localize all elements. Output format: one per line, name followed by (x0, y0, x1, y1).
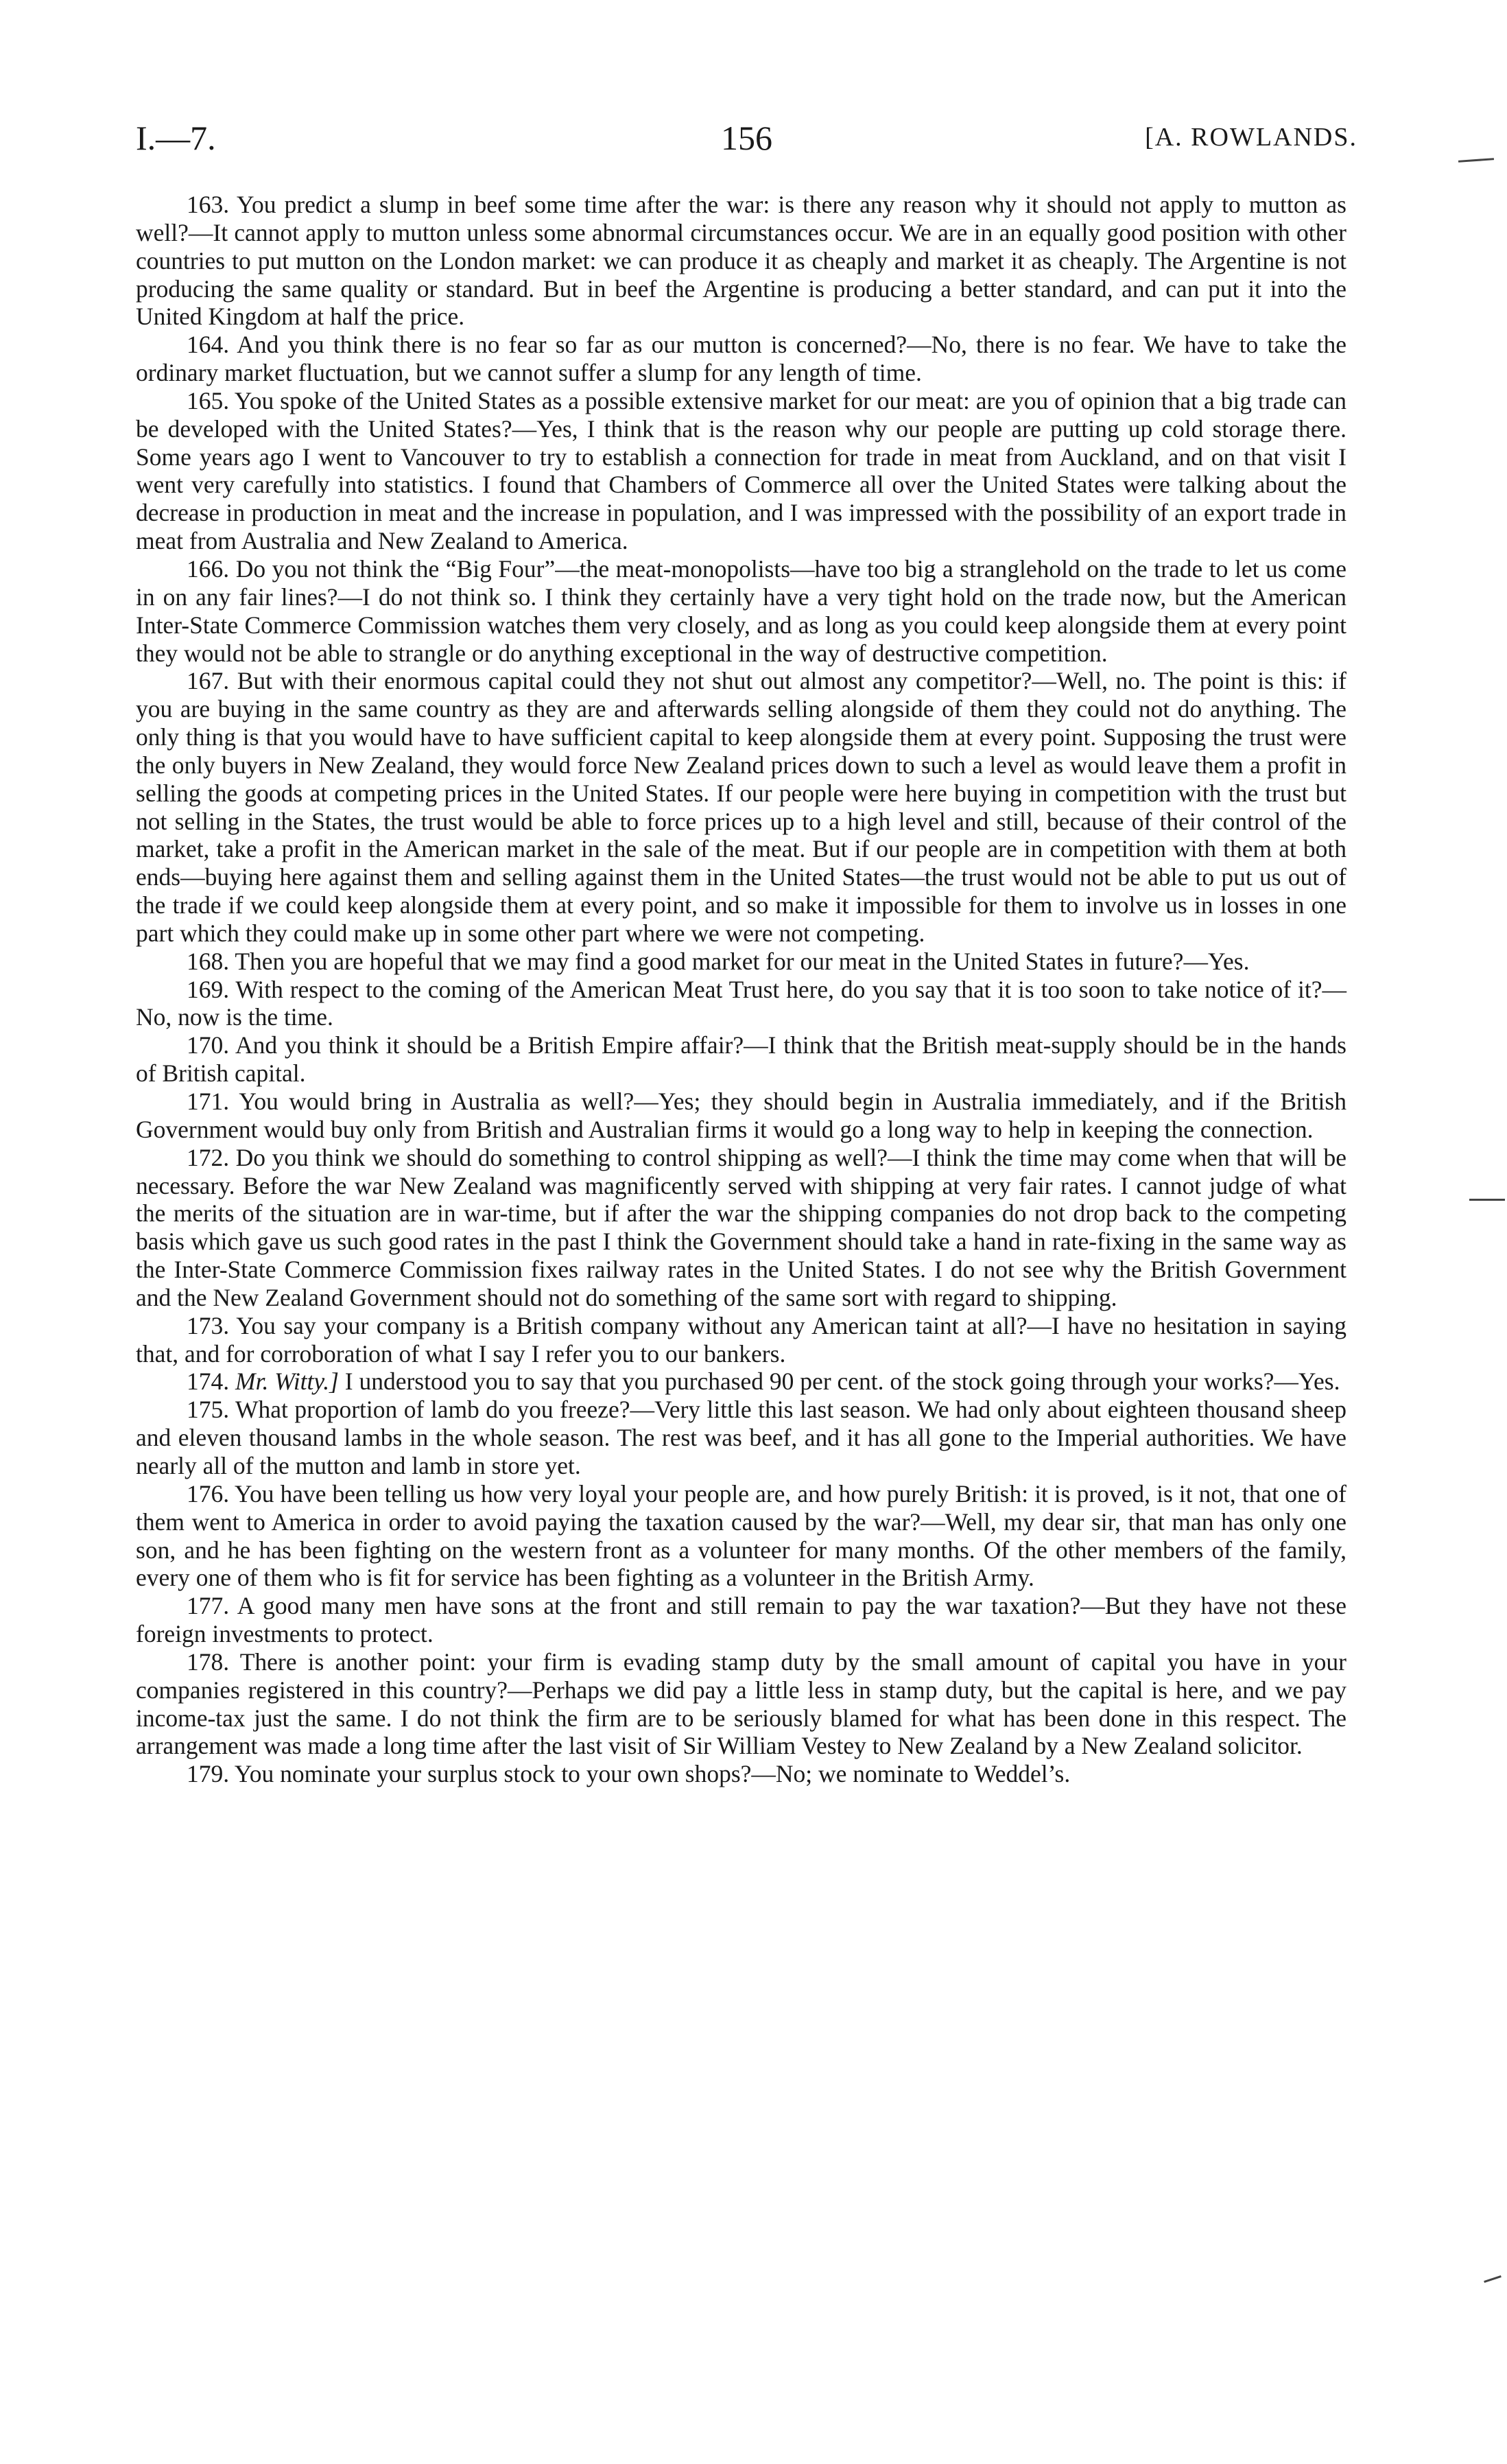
question-number: 179. (187, 1760, 230, 1788)
question-text: You have been telling us how very loyal your people are, and how purely British: it is proved, is it not, that one of them went to America in order to avoid paying the taxation caused by the war?—Well, my dear sir, that man has only one son, and he has been fighting on the western front as a volunteer for many months. Of the other members of the family, every one of them who is fit for service has been fighting as a volunteer in the British Army. (136, 1479, 1347, 1592)
question-text: And you think there is no fear so far as our mutton is concerned?—No, there is no fear. We have to take the ordinary market fluctuation, but we cannot suffer a slump for any length of time. (136, 331, 1346, 387)
question-number: 175. (187, 1396, 230, 1424)
question-number: 165. (187, 386, 230, 414)
question-text: Do you think we should do something to control shipping as well?—I think the time may come when that will be necessary. Before the war New Zealand was magnificently served with shipping at very fair rates. I cannot judge of what the merits of the situation are in war-time, but if after the war the shipping companies do not drop back to the competing basis which gave us such good rates in the past I think the Government should take a hand in rate-fixing in the same way as the Inter-State Commerce Commission fixes railway rates in the United States. I do not see why the British Government and the New Zealand Government should not do something of the same sort with regard to shipping. (136, 1143, 1347, 1311)
question-176 (136, 1480, 1346, 1592)
margin-mark (1458, 158, 1494, 163)
speaker-label: Mr. Witty.] (235, 1368, 339, 1396)
question-text: There is another point: your firm is evading stamp duty by the small amount of capital you have in your companies registered in this country?—Perhaps we did pay a little less in stamp duty, but the capital is here, and we pay income-tax just the same. I do not think the firm are to be seriously blamed for what has been done in this respect. The arrangement was made a long time after the last visit of Sir William Vestey to New Zealand by a New Zealand solicitor. (136, 1647, 1346, 1760)
page-number: 156 (721, 119, 772, 157)
question-number: 168. (187, 947, 230, 975)
question-179 (136, 1760, 1346, 1788)
question-number: 171. (187, 1088, 230, 1115)
question-text: You would bring in Australia as well?—Yes; they should begin in Australia immediately, and if the British Government would buy only from British and Australian firms it would go a long way to help in keeping the connection. (136, 1088, 1346, 1143)
question-number: 172. (187, 1143, 230, 1171)
question-text: You predict a slump in beef some time after the war: is there any reason why it should not apply to mutton as well?—It cannot apply to mutton unless some abnormal circumstances occur. We are in an equally good position with other countries to put mutton on the London market: we can produce it as cheaply and market it as cheaply. The Argentine is not producing the same quality or standard. But in beef the Argentine is producing a better standard, and can put it into the United Kingdom at half the price. (136, 191, 1346, 331)
question-number: 170. (187, 1031, 230, 1059)
question-text: And you think it should be a British Empire affair?—I think that the British meat-supply should be in the hands of British capital. (136, 1031, 1346, 1088)
page-header (136, 118, 1357, 166)
question-173 (136, 1312, 1346, 1368)
question-number: 169. (187, 975, 230, 1003)
question-number: 176. (187, 1479, 230, 1507)
question-163 (136, 191, 1346, 331)
question-number: 164. (187, 331, 230, 359)
margin-mark (1469, 1199, 1505, 1201)
question-number: 173. (187, 1311, 230, 1339)
question-number: 163. (187, 191, 230, 218)
question-165 (136, 387, 1346, 555)
question-177 (136, 1592, 1346, 1648)
question-171 (136, 1088, 1346, 1144)
question-text: Do you not think the “Big Four”—the meat-monopolists—have too big a stranglehold on the trade to let us come in on any fair lines?—I do not think so. I think they certainly have a very tight hold on the trade now, but the American Inter-State Commerce Commission watches them very closely, and as long as you could keep alongside them at every point they would not be able to strangle or do anything exceptional in the way of destructive competition. (136, 554, 1346, 667)
question-number: 178. (187, 1647, 230, 1676)
question-text: I understood you to say that you purchased 90 per cent. of the stock going through your works?—Yes. (344, 1368, 1340, 1396)
question-169 (136, 976, 1346, 1032)
question-168 (136, 948, 1346, 976)
question-number: 177. (187, 1592, 230, 1620)
question-166 (136, 555, 1346, 667)
question-172 (136, 1144, 1346, 1312)
margin-mark (1484, 2275, 1502, 2283)
question-text: You spoke of the United States as a possible extensive market for our meat: are you of opinion that a big trade can be developed with the United States?—Yes, I think that is the reason why our people are putting up cold storage there. Some years ago I went to Vancouver to try to establish a connection for trade in meat from Auckland, and on that visit I went very carefully into statistics. I found that Chambers of Commerce all over the United States were talking about the decrease in production in meat and the increase in population, and I was impressed with the possibility of an export trade in meat from Australia and New Zealand to America. (136, 386, 1347, 555)
question-text: What proportion of lamb do you freeze?—Very little this last season. We had only about eighteen thousand sheep and eleven thousand lambs in the whole season. The rest was beef, and it has all gone to the Imperial authorities. We have nearly all of the mutton and lamb in store yet. (136, 1396, 1347, 1479)
minutes-of-evidence (136, 191, 1346, 1788)
question-175 (136, 1396, 1346, 1480)
question-text: With respect to the coming of the American Meat Trust here, do you say that it is too soon to take notice of it?—No, now is the time. (136, 975, 1347, 1031)
question-text: You say your company is a British company without any American taint at all?—I have no hesitation in saying that, and for corroboration of what I say I refer you to our bankers. (136, 1311, 1347, 1368)
question-number: 174. (187, 1368, 230, 1396)
question-167 (136, 667, 1346, 947)
witness-name: [A. ROWLANDS. (1145, 123, 1357, 152)
question-number: 166. (187, 554, 230, 583)
question-178 (136, 1648, 1346, 1760)
question-170 (136, 1031, 1346, 1088)
question-number: 167. (187, 667, 230, 695)
question-174 (136, 1368, 1346, 1396)
question-text: You nominate your surplus stock to your own shops?—No; we nominate to Weddel’s. (234, 1760, 1071, 1788)
question-164 (136, 331, 1346, 387)
question-text: But with their enormous capital could they not shut out almost any competitor?—Well, no. The point is this: if you are buying in the same country as they are and afterwards selling alongside of them they could not do anything. The only thing is that you would have to have sufficient capital to keep alongside them at every point. Supposing the trust were the only buyers in New Zealand, they would force New Zealand prices down to such a level as would leave them a profit in selling the goods at competing prices in the United States. If our people were here buying in competition with the trust but not selling in the States, the trust would be able to force prices up to a high level and still, because of their control of the market, take a profit in the American market in the sale of the meat. But if our people are in competition with them at both ends—buying here against them and selling against them in the United States—the trust would not be able to put us out of the trade if we could keep alongside them at every point, and so make it impossible for them to involve us in losses in one part which they could make up in some other part where we were not competing. (136, 667, 1346, 947)
question-text: Then you are hopeful that we may find a good market for our meat in the United States in future?—Yes. (235, 947, 1250, 975)
question-text: A good many men have sons at the front and still remain to pay the war taxation?—But they have not these foreign investments to protect. (136, 1592, 1346, 1648)
parliamentary-paper-ref: I.—7. (136, 119, 216, 157)
